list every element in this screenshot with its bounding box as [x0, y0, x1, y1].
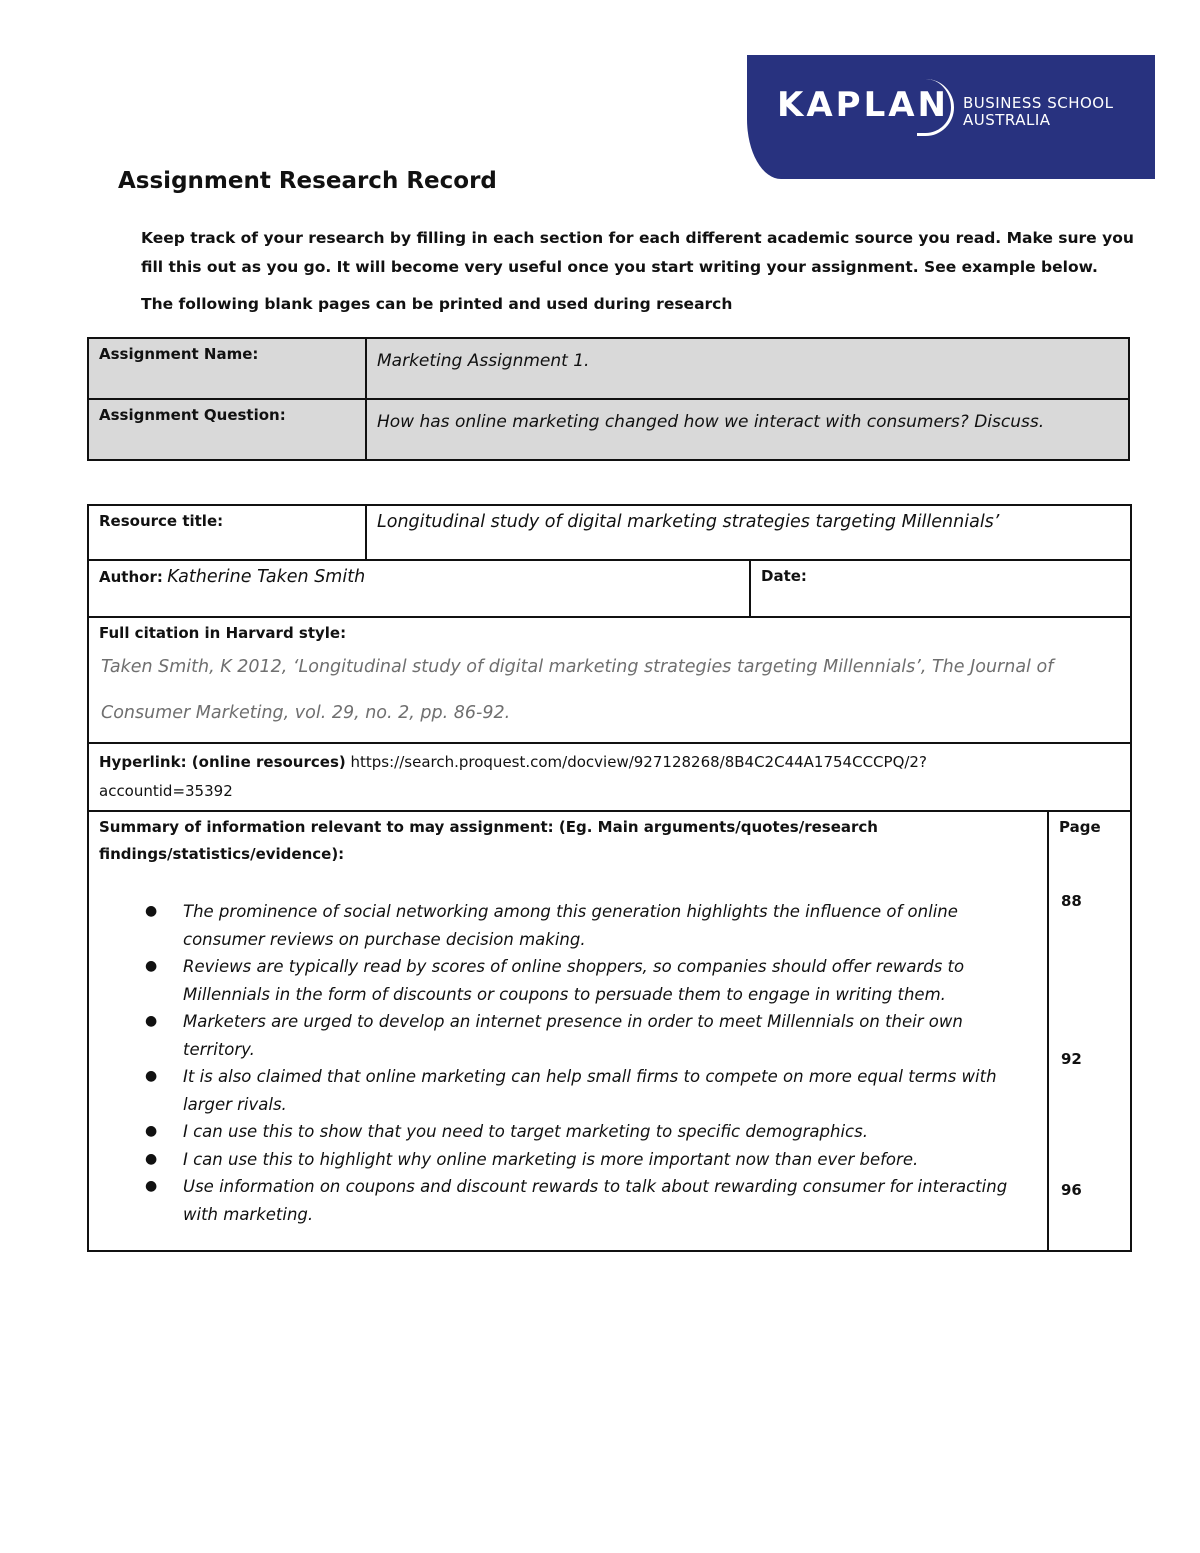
summary-item: ● I can use this to show that you need to target marketing to specific demographics.: [145, 1122, 868, 1141]
summary-list: [99, 898, 1037, 1228]
kaplan-logo: [747, 55, 1155, 179]
assignment-name-row: [88, 338, 1129, 399]
summary-cell[interactable]: [88, 811, 1048, 1251]
summary-item: ● Marketers are urged to develop an internet presence in order to meet Millennials on their own territory.: [145, 1012, 963, 1059]
hyperlink-row: [88, 743, 1131, 811]
hyperlink-label: Hyperlink: (online resources): [99, 753, 346, 771]
page-number: 96: [1061, 1181, 1082, 1199]
resource-title-row: [88, 505, 1131, 560]
page-number: 92: [1061, 1050, 1082, 1068]
author-cell[interactable]: [88, 560, 750, 617]
summary-row: [88, 811, 1131, 1251]
citation-label: Full citation in Harvard style:: [99, 624, 347, 642]
page-title: Assignment Research Record: [118, 168, 497, 194]
citation-value: Taken Smith, K 2012, ‘Longitudinal study of digital marketing strategies targeting Millennials’, The Journal of Consumer Marketing, vol. 29, no. 2, pp. 86-92.: [101, 657, 1054, 723]
summary-item: ● The prominence of social networking among this generation highlights the influence of online consumer reviews on purchase decision making.: [145, 902, 958, 949]
hyperlink-value[interactable]: https://search.proquest.com/docview/927128268/8B4C2C44A1754CCCPQ/2?: [350, 753, 927, 771]
logo-sub-line1: BUSINESS SCHOOL: [963, 94, 1114, 112]
summary-item: ● It is also claimed that online marketing can help small firms to compete on more equal terms with larger rivals.: [145, 1067, 997, 1114]
hyperlink-line: [99, 744, 1120, 780]
resource-title-label: Resource title:: [88, 505, 366, 560]
summary-item: ● Reviews are typically read by scores of online shoppers, so companies should offer rewards to Millennials in the form of discounts or coupons to persuade them to engage in writing them.: [145, 957, 965, 1004]
page-number: 88: [1061, 892, 1082, 910]
logo-sub-line2: AUSTRALIA: [963, 111, 1051, 129]
summary-label: Summary of information relevant to may assignment: (Eg. Main arguments/quotes/research findings/statistics/evidence):: [99, 818, 878, 863]
intro-text: Keep track of your research by filling in each section for each different academic source you read. Make sure you fill this out as you go. It will become very useful once you start writing your assignment. See example below.: [141, 229, 1134, 276]
assignment-table: [87, 337, 1130, 461]
hyperlink-value-cont[interactable]: accountid=35392: [99, 782, 233, 800]
logo-brand: KAPLAN: [777, 85, 950, 125]
assignment-question-value[interactable]: How has online marketing changed how we interact with consumers? Discuss.: [366, 399, 1129, 460]
logo-subtitle: [963, 95, 1113, 129]
resource-table: [87, 504, 1132, 1252]
summary-item: ● Use information on coupons and discount rewards to talk about rewarding consumer for interacting with marketing.: [145, 1177, 1008, 1224]
author-value: Katherine Taken Smith: [167, 567, 366, 587]
intro-text-secondary: The following blank pages can be printed and used during research: [141, 295, 733, 313]
hyperlink-cell[interactable]: [88, 743, 1131, 811]
page-cell[interactable]: [1048, 811, 1131, 1251]
author-date-row: [88, 560, 1131, 617]
citation-row: [88, 617, 1131, 743]
assignment-name-value[interactable]: Marketing Assignment 1.: [366, 338, 1129, 399]
summary-item: ● I can use this to highlight why online marketing is more important now than ever before.: [145, 1149, 919, 1169]
page-label: Page: [1059, 818, 1101, 836]
assignment-question-row: [88, 399, 1129, 460]
author-label: Author:: [99, 568, 163, 586]
assignment-question-label: Assignment Question:: [88, 399, 366, 460]
assignment-name-label: Assignment Name:: [88, 338, 366, 399]
resource-title-value[interactable]: Longitudinal study of digital marketing strategies targeting Millennials’: [366, 505, 1131, 560]
date-label[interactable]: Date:: [750, 560, 1131, 617]
citation-cell[interactable]: [88, 617, 1131, 743]
